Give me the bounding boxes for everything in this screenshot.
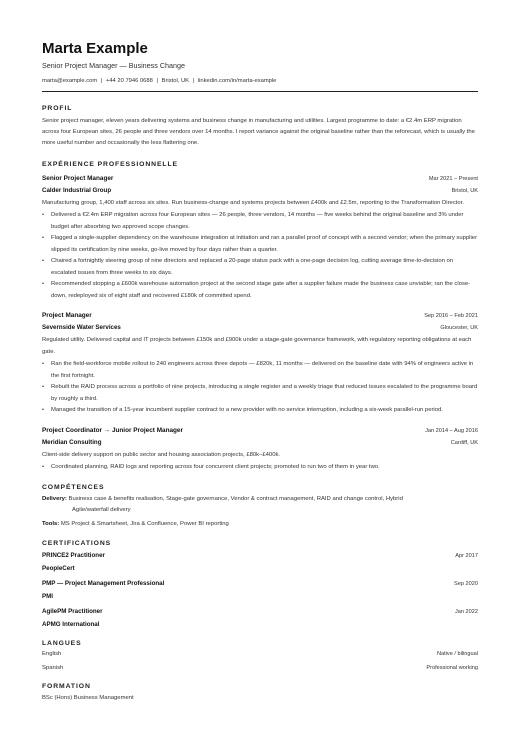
job-bullet-text: Ran the field-workforce mobile rollout to 240 engineers across three depots — £820k, 11 months — delivered on the baseline date with 94% of engineers active in the first fortnight. xyxy=(51,361,474,379)
job-entry xyxy=(42,425,478,474)
bullet-glyph: • xyxy=(42,384,45,391)
language-name: Spanish xyxy=(42,664,64,671)
languages-section xyxy=(42,639,478,675)
experience-section xyxy=(42,160,478,474)
skill-group-text: Business case & benefits realisation, Stage-gate governance, Vendor & contract management, RAID and change control, Hybrid xyxy=(68,495,403,502)
contact-line xyxy=(42,77,478,85)
job-bullet-text: Flagged a single-supplier dependency on the warehouse integration at initiation and ran a parallel proof of concept with a second vendor; when the primary supplier slipped its certification by nine weeks, go-live moved by four days rather than a quarter. xyxy=(51,235,478,253)
job-bullet-text: Rebuilt the RAID process across a portfolio of nine projects, introducing a single register and a weekly triage that reduced issues escalated to the programme board by roughly a third. xyxy=(51,384,478,402)
certification-name: PRINCE2 Practitioner xyxy=(42,552,105,560)
languages-heading: LANGUES xyxy=(42,640,82,648)
skills-section xyxy=(42,483,478,531)
education-section xyxy=(42,682,478,704)
education-heading: FORMATION xyxy=(42,683,91,691)
contact-email[interactable]: marta@example.com xyxy=(42,78,98,84)
job-location: Gloucester, UK xyxy=(440,325,478,332)
bullet-glyph: • xyxy=(42,407,45,414)
job-bullet xyxy=(42,210,478,233)
certification-date: Sep 2020 xyxy=(454,581,478,588)
contact-separator: | xyxy=(100,78,103,84)
job-location: Bristol, UK xyxy=(451,187,478,194)
job-bullets xyxy=(42,359,478,417)
language-row xyxy=(42,662,478,676)
job-summary: Client-side delivery support on public sector and housing association projects, £80k–£400k. xyxy=(42,451,281,458)
certification-row xyxy=(42,606,478,619)
profile-section xyxy=(42,104,478,149)
language-name: English xyxy=(42,651,62,658)
job-bullets xyxy=(42,462,478,474)
contact-separator: | xyxy=(156,78,158,84)
bullet-glyph: • xyxy=(42,258,45,265)
bullet-glyph: • xyxy=(42,281,45,288)
job-summary: Manufacturing group, 1,400 staff across six sites. Run business-change and systems projects between £400k and £2.5m, reporting to the Transformation Director. xyxy=(42,199,464,206)
skills-heading: COMPÉTENCES xyxy=(42,483,105,491)
job-bullet-text: Chaired a fortnightly steering group of nine directors and replaced a 20-page status pack with a one-page decision log, cutting average time-to-decision on escalated issues from three weeks to six days. xyxy=(51,258,454,276)
job-entry xyxy=(42,310,478,417)
job-company: Meridian Consulting xyxy=(42,438,102,446)
certification-issuer: PeopleCert xyxy=(42,564,75,572)
job-entry xyxy=(42,173,478,303)
job-bullet xyxy=(42,462,478,474)
job-header-row xyxy=(42,425,478,437)
skill-group xyxy=(42,519,478,531)
experience-heading: EXPÉRIENCE PROFESSIONNELLE xyxy=(42,160,178,168)
bullet-glyph: • xyxy=(42,361,45,368)
skill-group-label: Delivery: xyxy=(42,495,67,502)
certification-date: Jan 2022 xyxy=(454,609,478,616)
certification-issuer: PMI xyxy=(42,592,54,600)
bullet-glyph: • xyxy=(42,464,45,471)
job-bullet xyxy=(42,382,478,405)
certification-row xyxy=(42,578,478,591)
header-divider xyxy=(42,91,478,92)
job-bullet-text: Coordinated planning, RAID logs and reporting across four concurrent client projects; promoted to run two of them in year two. xyxy=(51,464,380,471)
skill-group xyxy=(42,494,478,517)
job-bullet xyxy=(42,405,478,417)
certification-date: Apr 2017 xyxy=(455,553,478,560)
certification-entry xyxy=(42,606,478,630)
job-header-row xyxy=(42,310,478,322)
skill-group-text: MS Project & Smartsheet, Jira & Confluence, Power BI reporting xyxy=(60,520,229,527)
job-summary: Regulated utility. Delivered capital and IT projects between £150k and £900k under a stage-gate governance framework, with regulatory reporting obligations at each gate. xyxy=(42,337,472,355)
skill-group-label: Tools: xyxy=(42,520,60,527)
contact-location: Bristol, UK xyxy=(161,78,190,84)
job-title: Project Manager xyxy=(42,312,92,320)
certifications-heading: CERTIFICATIONS xyxy=(42,540,112,548)
job-company-row xyxy=(42,185,478,197)
skill-group-text-continued: Agile/waterfall delivery xyxy=(72,507,131,514)
certification-entry xyxy=(42,550,478,574)
language-level: Native / bilingual xyxy=(436,651,478,658)
job-header-row xyxy=(42,173,478,185)
contact-phone[interactable]: +44 20 7946 0688 xyxy=(105,78,153,84)
job-bullet xyxy=(42,359,478,382)
job-bullet xyxy=(42,233,478,256)
certification-name: PMP — Project Management Professional xyxy=(42,580,165,588)
job-company-row xyxy=(42,437,478,449)
job-company: Severnside Water Services xyxy=(42,324,121,332)
contact-separator: | xyxy=(192,78,195,84)
certification-row xyxy=(42,550,478,563)
job-bullet-text: Delivered a €2.4m ERP migration across four European sites — 26 people, three vendors, 14 months — five weeks behind the original baseline and 3% under budget after absorbing two approved scope changes. xyxy=(51,212,464,230)
profile-heading: PROFIL xyxy=(42,105,73,112)
contact-linkedin[interactable]: linkedin.com/in/marta-example xyxy=(197,78,277,84)
candidate-headline: Senior Project Manager — Business Change xyxy=(42,61,186,70)
job-title: Senior Project Manager xyxy=(42,174,114,182)
profile-text: Senior project manager, eleven years delivering systems and business change in manufacturing and utilities. Largest programme to date: a €2.4m ERP migration across four European sites, 26 people and three vendors over 14 months. I report variance against the original baseline rather than the reforecast, which is usually the more useful number and occasionally the less flattering one. xyxy=(42,118,475,146)
language-row xyxy=(42,648,478,662)
bullet-glyph: • xyxy=(42,212,45,219)
resume-header xyxy=(42,40,478,92)
certification-name: AgilePM Practitioner xyxy=(42,608,103,616)
job-bullets xyxy=(42,210,478,302)
certification-entry xyxy=(42,578,478,602)
job-dates: Jan 2014 – Aug 2016 xyxy=(425,427,478,434)
job-company: Calder Industrial Group xyxy=(42,186,112,194)
certifications-section xyxy=(42,539,478,630)
certification-issuer: APMG International xyxy=(42,620,100,628)
job-bullet-text: Recommended stopping a £600k warehouse automation project at the second stage gate after a supplier failure made the business case unviable; ran the close-down, redeployed six of eight staff and recovered £180k of committed spend. xyxy=(51,281,471,299)
education-degree: BSc (Hons) Business Management xyxy=(42,695,134,702)
job-bullet-text: Managed the transition of a 15-year incumbent supplier contract to a new provider with no service interruption, including a six-week parallel-run period. xyxy=(51,407,443,414)
job-title: Project Coordinator → Junior Project Manager xyxy=(42,426,183,434)
language-level: Professional working xyxy=(426,664,478,671)
job-bullet xyxy=(42,279,478,302)
job-bullet xyxy=(42,256,478,279)
job-location: Cardiff, UK xyxy=(450,439,478,446)
bullet-glyph: • xyxy=(42,235,45,242)
candidate-name: Marta Example xyxy=(42,40,148,57)
job-company-row xyxy=(42,322,478,334)
job-dates: Mar 2021 – Present xyxy=(428,175,478,182)
job-dates: Sep 2016 – Feb 2021 xyxy=(424,313,478,320)
